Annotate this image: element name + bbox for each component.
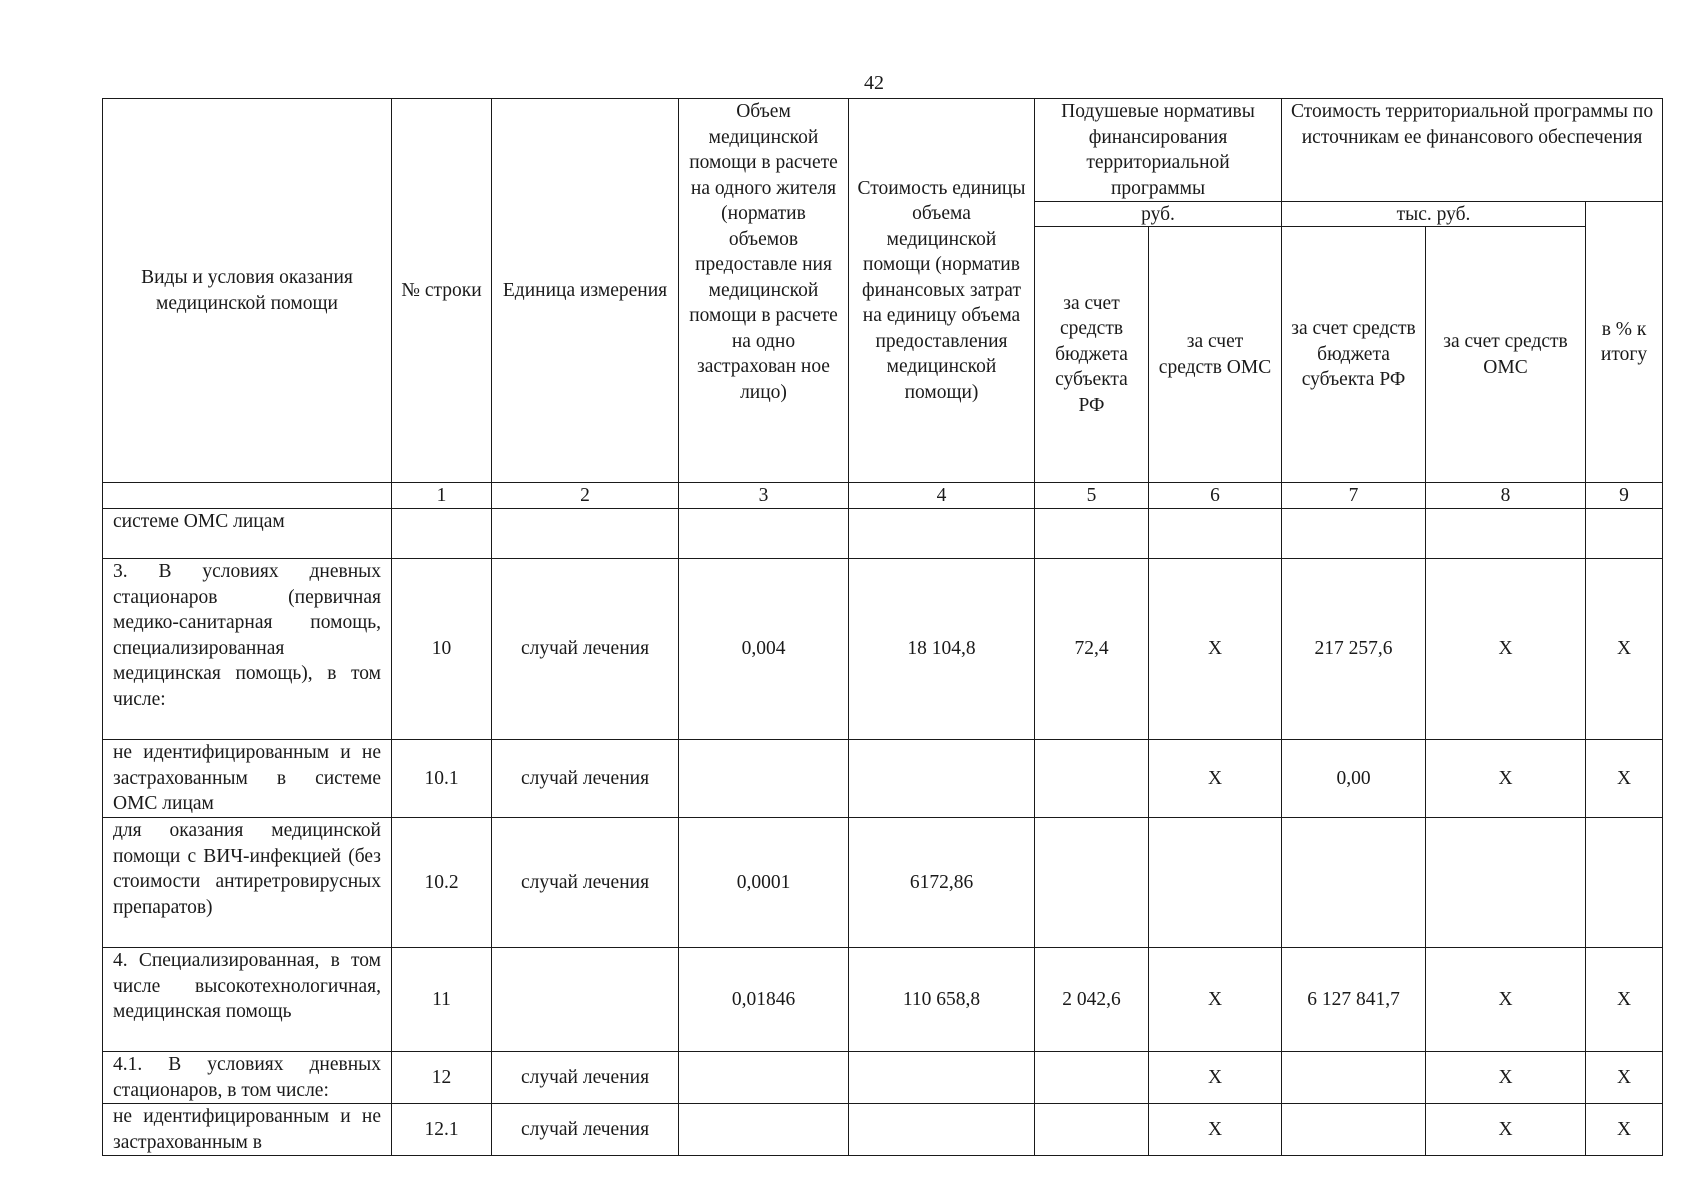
row-col8: X bbox=[1426, 948, 1586, 1052]
row-no: 10.1 bbox=[392, 740, 492, 818]
row-volume: 0,01846 bbox=[679, 948, 849, 1052]
row-type: 4.1. В условиях дневных стационаров, в том числе: bbox=[103, 1052, 392, 1104]
header-oms-total: за счет средств ОМС bbox=[1426, 227, 1586, 483]
row-col6: X bbox=[1149, 1052, 1282, 1104]
row-type: для оказания медицинской помощи с ВИЧ-инфекцией (без стоимости антиретровирусных препаратов) bbox=[103, 818, 392, 948]
header-oms: за счет средств ОМС bbox=[1149, 227, 1282, 483]
row-col5 bbox=[1035, 818, 1149, 948]
column-number: 7 bbox=[1282, 483, 1426, 509]
row-unit: случай лечения bbox=[492, 559, 679, 740]
row-col5: 2 042,6 bbox=[1035, 948, 1149, 1052]
row-no bbox=[392, 509, 492, 559]
header-per-capita-group: Подушевые нормативы финансирования территориальной программы bbox=[1035, 99, 1282, 202]
row-col7 bbox=[1282, 1104, 1426, 1156]
column-number: 3 bbox=[679, 483, 849, 509]
table-row bbox=[103, 1104, 1663, 1156]
row-volume bbox=[679, 1052, 849, 1104]
table-row bbox=[103, 1052, 1663, 1104]
column-number: 4 bbox=[849, 483, 1035, 509]
header-unit-rub: руб. bbox=[1035, 202, 1282, 227]
row-col6: X bbox=[1149, 559, 1282, 740]
header-row-no: № строки bbox=[392, 99, 492, 483]
table-row bbox=[103, 818, 1663, 948]
row-col8 bbox=[1426, 818, 1586, 948]
page-number: 42 bbox=[864, 72, 884, 94]
row-col6 bbox=[1149, 509, 1282, 559]
header-total-cost-group: Стоимость территориальной программы по источникам ее финансового обеспечения bbox=[1282, 99, 1663, 202]
column-number: 9 bbox=[1586, 483, 1663, 509]
row-col7: 217 257,6 bbox=[1282, 559, 1426, 740]
header-row-1 bbox=[103, 99, 1663, 202]
row-col6: X bbox=[1149, 948, 1282, 1052]
row-cost bbox=[849, 1104, 1035, 1156]
row-cost: 18 104,8 bbox=[849, 559, 1035, 740]
table-row bbox=[103, 948, 1663, 1052]
row-cost bbox=[849, 1052, 1035, 1104]
row-col8: X bbox=[1426, 559, 1586, 740]
header-budget-rf-total: за счет средств бюджета субъекта РФ bbox=[1282, 227, 1426, 483]
row-type: 4. Специализированная, в том числе высокотехнологичная, медицинская помощь bbox=[103, 948, 392, 1052]
column-number-row bbox=[103, 483, 1663, 509]
row-col8: X bbox=[1426, 1104, 1586, 1156]
row-col9 bbox=[1586, 509, 1663, 559]
row-col9: X bbox=[1586, 1052, 1663, 1104]
row-col6 bbox=[1149, 818, 1282, 948]
row-volume: 0,004 bbox=[679, 559, 849, 740]
row-type: 3. В условиях дневных стационаров (первичная медико-санитарная помощь, специализированная медицинская помощь), в том числе: bbox=[103, 559, 392, 740]
row-no: 12 bbox=[392, 1052, 492, 1104]
row-col7 bbox=[1282, 1052, 1426, 1104]
column-number: 5 bbox=[1035, 483, 1149, 509]
column-number: 8 bbox=[1426, 483, 1586, 509]
table-row bbox=[103, 740, 1663, 818]
row-col9: X bbox=[1586, 1104, 1663, 1156]
row-no: 12.1 bbox=[392, 1104, 492, 1156]
financing-table bbox=[102, 98, 1663, 1156]
row-col9 bbox=[1586, 818, 1663, 948]
row-col9: X bbox=[1586, 948, 1663, 1052]
row-cost bbox=[849, 509, 1035, 559]
header-volume: Объем медицинской помощи в расчете на одного жителя (норматив объемов предоставле ния медицинской помощи в расчете на одно застрахован ное лицо) bbox=[679, 99, 849, 483]
header-unit-thousand-rub: тыс. руб. bbox=[1282, 202, 1586, 227]
row-type: системе ОМС лицам bbox=[103, 509, 392, 559]
row-unit bbox=[492, 509, 679, 559]
row-volume bbox=[679, 1104, 849, 1156]
row-col7: 6 127 841,7 bbox=[1282, 948, 1426, 1052]
row-unit bbox=[492, 948, 679, 1052]
row-cost bbox=[849, 740, 1035, 818]
header-percent: в % к итогу bbox=[1586, 202, 1663, 483]
header-cost-unit: Стоимость единицы объема медицинской помощи (норматив финансовых затрат на единицу объема предоставления медицинской помощи) bbox=[849, 99, 1035, 483]
row-col6: X bbox=[1149, 1104, 1282, 1156]
row-col7: 0,00 bbox=[1282, 740, 1426, 818]
row-no: 11 bbox=[392, 948, 492, 1052]
header-unit: Единица измерения bbox=[492, 99, 679, 483]
row-type: не идентифицированным и не застрахованным в системе ОМС лицам bbox=[103, 740, 392, 818]
row-col5: 72,4 bbox=[1035, 559, 1149, 740]
row-type: не идентифицированным и не застрахованным в bbox=[103, 1104, 392, 1156]
row-cost: 110 658,8 bbox=[849, 948, 1035, 1052]
column-number: 1 bbox=[392, 483, 492, 509]
row-unit: случай лечения bbox=[492, 740, 679, 818]
row-col6: X bbox=[1149, 740, 1282, 818]
header-budget-rf: за счет средств бюджета субъекта РФ bbox=[1035, 227, 1149, 483]
header-type: Виды и условия оказания медицинской помощи bbox=[103, 99, 392, 483]
row-col9: X bbox=[1586, 740, 1663, 818]
row-volume: 0,0001 bbox=[679, 818, 849, 948]
row-unit: случай лечения bbox=[492, 1052, 679, 1104]
column-number: 2 bbox=[492, 483, 679, 509]
row-col8: X bbox=[1426, 1052, 1586, 1104]
row-col5 bbox=[1035, 1104, 1149, 1156]
column-number-blank bbox=[103, 483, 392, 509]
row-col5 bbox=[1035, 1052, 1149, 1104]
row-col5 bbox=[1035, 509, 1149, 559]
row-col7 bbox=[1282, 818, 1426, 948]
row-no: 10.2 bbox=[392, 818, 492, 948]
row-unit: случай лечения bbox=[492, 818, 679, 948]
row-volume bbox=[679, 740, 849, 818]
column-number: 6 bbox=[1149, 483, 1282, 509]
row-cost: 6172,86 bbox=[849, 818, 1035, 948]
row-col7 bbox=[1282, 509, 1426, 559]
row-col9: X bbox=[1586, 559, 1663, 740]
row-col8 bbox=[1426, 509, 1586, 559]
row-volume bbox=[679, 509, 849, 559]
row-col8: X bbox=[1426, 740, 1586, 818]
row-no: 10 bbox=[392, 559, 492, 740]
table-row bbox=[103, 559, 1663, 740]
row-unit: случай лечения bbox=[492, 1104, 679, 1156]
row-col5 bbox=[1035, 740, 1149, 818]
table-row bbox=[103, 509, 1663, 559]
